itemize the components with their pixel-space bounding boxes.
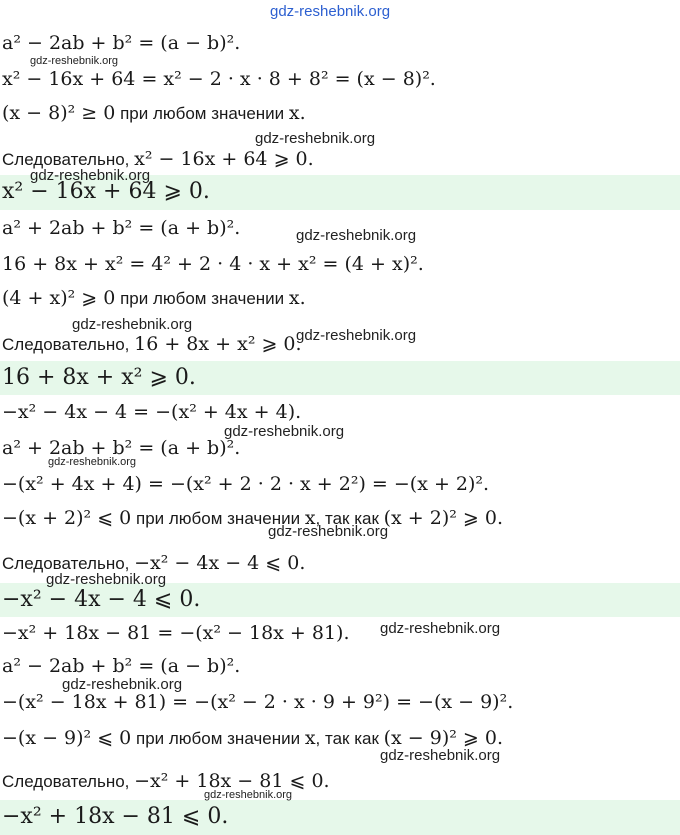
math-expr: x xyxy=(304,507,316,529)
line-7 xyxy=(0,253,680,275)
watermark: gdz-reshebnik.org xyxy=(296,327,417,344)
line-19 xyxy=(0,691,680,713)
answer-expr: x² − 16x + 64 ⩾ 0. xyxy=(2,179,210,204)
math-expr: (x − 8)² ≥ 0 xyxy=(2,102,116,124)
math-expr: x² − 16x + 64 = x² − 2 · x · 8 + 8² = (x − 8)². xyxy=(2,68,436,90)
line-18 xyxy=(0,655,680,677)
line-13 xyxy=(0,473,680,495)
math-expr: x xyxy=(304,727,316,749)
math-expr: −x² − 4x − 4 = −(x² + 4x + 4). xyxy=(2,401,302,423)
answer-expr: 16 + 8x + x² ⩾ 0. xyxy=(2,365,196,390)
line-20 xyxy=(0,727,680,750)
line-17 xyxy=(0,622,680,644)
line-3 xyxy=(0,102,680,125)
line-2 xyxy=(0,68,680,90)
math-expr: x² − 16x + 64 ⩾ 0. xyxy=(134,148,314,170)
text-segment: при любом значении xyxy=(131,509,305,528)
math-expr: x. xyxy=(288,102,306,124)
math-expr: a² + 2ab + b² = (a + b)². xyxy=(2,217,241,239)
answer-4 xyxy=(0,806,680,828)
answer-expr: −x² − 4x − 4 ⩽ 0. xyxy=(2,587,201,612)
math-expr: 16 + 8x + x² ⩾ 0. xyxy=(134,333,302,355)
answer-1 xyxy=(0,181,680,203)
watermark: gdz-reshebnik.org xyxy=(48,456,137,468)
math-expr: x. xyxy=(288,287,306,309)
math-expr: −x² − 4x − 4 ⩽ 0. xyxy=(134,552,306,574)
watermark: gdz-reshebnik.org xyxy=(30,167,151,184)
line-11 xyxy=(0,401,680,423)
math-expr: (x + 2)² ⩾ 0. xyxy=(383,507,504,529)
math-expr: a² + 2ab + b² = (a + b)². xyxy=(2,437,241,459)
text-segment: Следовательно, xyxy=(2,772,135,791)
text-segment: при любом значении xyxy=(115,289,289,308)
watermark: gdz-reshebnik.org xyxy=(46,571,167,588)
math-expr: a² − 2ab + b² = (a − b)². xyxy=(2,32,241,54)
watermark: gdz-reshebnik.org xyxy=(62,676,183,693)
watermark: gdz-reshebnik.org xyxy=(204,789,293,801)
answer-expr: −x² + 18x − 81 ⩽ 0. xyxy=(2,804,229,829)
watermark: gdz-reshebnik.org xyxy=(296,227,417,244)
watermark: gdz-reshebnik.org xyxy=(380,747,501,764)
math-expr: −x² + 18x − 81 = −(x² − 18x + 81). xyxy=(2,622,350,644)
math-expr: −x² + 18x − 81 ⩽ 0. xyxy=(134,770,330,792)
site-title[interactable]: gdz-reshebnik.org xyxy=(270,3,391,20)
text-segment: при любом значении xyxy=(131,729,305,748)
math-expr: (4 + x)² ⩾ 0 xyxy=(2,287,116,309)
line-8 xyxy=(0,287,680,310)
text-segment: , так как xyxy=(315,729,384,748)
watermark: gdz-reshebnik.org xyxy=(224,423,345,440)
math-expr: a² − 2ab + b² = (a − b)². xyxy=(2,655,241,677)
watermark: gdz-reshebnik.org xyxy=(72,316,193,333)
text-segment: Следовательно, xyxy=(2,335,135,354)
line-1 xyxy=(0,32,680,54)
text-segment: Следовательно, xyxy=(2,150,135,169)
answer-2 xyxy=(0,367,680,389)
math-expr: −(x + 2)² ⩽ 0 xyxy=(2,507,132,529)
watermark: gdz-reshebnik.org xyxy=(255,130,376,147)
math-expr: −(x² + 4x + 4) = −(x² + 2 · 2 · x + 2²) = −(x + 2)². xyxy=(2,473,490,495)
watermark: gdz-reshebnik.org xyxy=(268,523,389,540)
text-segment: при любом значении xyxy=(115,104,289,123)
text-segment: Следовательно, xyxy=(2,554,135,573)
watermark: gdz-reshebnik.org xyxy=(30,55,119,67)
text-segment: , так как xyxy=(315,509,384,528)
math-expr: −(x − 9)² ⩽ 0 xyxy=(2,727,132,749)
math-expr: −(x² − 18x + 81) = −(x² − 2 · x · 9 + 9²) = −(x − 9)². xyxy=(2,691,514,713)
answer-3 xyxy=(0,589,680,611)
watermark: gdz-reshebnik.org xyxy=(380,620,501,637)
line-21 xyxy=(0,770,680,793)
math-expr: (x − 9)² ⩾ 0. xyxy=(383,727,504,749)
math-expr: 16 + 8x + x² = 4² + 2 · 4 · x + x² = (4 + x)². xyxy=(2,253,424,275)
